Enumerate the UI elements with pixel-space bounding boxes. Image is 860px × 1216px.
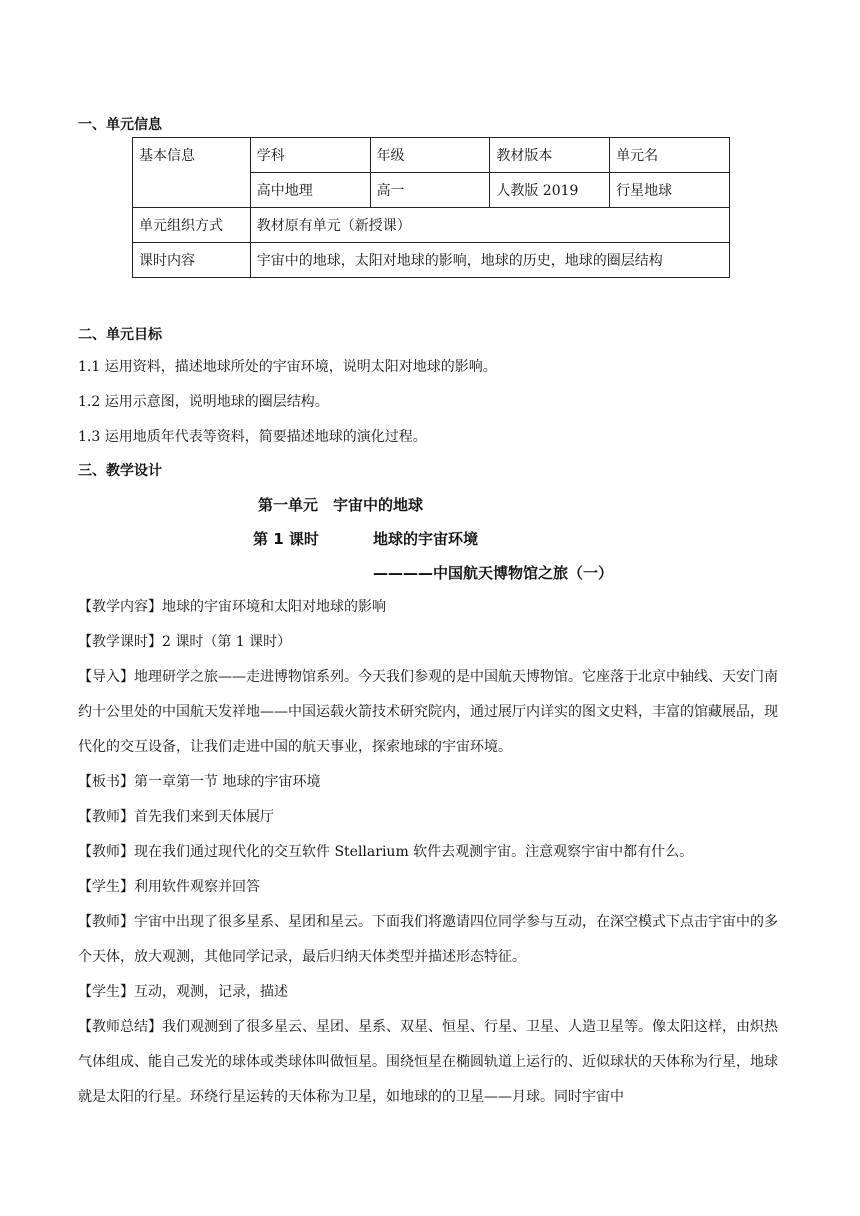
paragraph-text: 地球的宇宙环境和太阳对地球的影响 — [162, 599, 386, 615]
goal-item: 1.3 运用地质年代表等资料，简要描述地球的演化过程。 — [78, 429, 427, 445]
paragraph-text: 2 课时（第 1 课时） — [162, 634, 292, 650]
goal-item: 1.1 运用资料，描述地球所处的宇宙环境，说明太阳对地球的影响。 — [78, 359, 497, 375]
table-cell: 高一 — [370, 173, 490, 208]
paragraph-tag: 【学生】 — [78, 984, 134, 1000]
unit-heading: 第一单元 宇宙中的地球 — [258, 496, 424, 514]
paragraph-tag: 【学生】 — [78, 879, 134, 895]
paragraph-text: 我们观测到了很多星云、星团、星系、双星、恒星、行星、卫星、人造卫星等。像太阳这样，由炽热气体组成、能自己发光的球体或类球体叫做恒星。围绕恒星在椭圆轨道上运行的、近似球状的天体称为行星，地球就是太阳的行星。环绕行星运转的天体称为卫星，如地球的的卫星——月球。同时宇宙中 — [78, 1019, 778, 1105]
paragraph-text: 首先我们来到天体展厅 — [134, 809, 274, 825]
table-cell: 教材版本 — [490, 138, 610, 173]
paragraph-text: 宇宙中出现了很多星系、星团和星云。下面我们将邀请四位同学参与互动，在深空模式下点击宇宙中的多个天体，放大观测，其他同学记录，最后归纳天体类型并描述形态特征。 — [78, 914, 778, 965]
paragraph — [78, 590, 778, 625]
table-cell: 单元组织方式 — [133, 208, 251, 243]
paragraph — [78, 975, 778, 1010]
table-cell: 学科 — [250, 138, 370, 173]
table-row — [133, 243, 730, 278]
lesson-period: 第 1 课时 — [253, 530, 319, 548]
section-title-unit-goals: 二、单元目标 — [78, 327, 162, 343]
paragraph-text: 现在我们通过现代化的交互软件 Stellarium 软件去观测宇宙。注意观察宇宙中都有什么。 — [134, 844, 694, 860]
table-cell: 基本信息 — [133, 138, 251, 208]
table-row — [133, 208, 730, 243]
table-cell: 教材原有单元（新授课） — [250, 208, 729, 243]
table-cell: 宇宙中的地球，太阳对地球的影响，地球的历史，地球的圈层结构 — [250, 243, 729, 278]
paragraph-tag: 【教师】 — [78, 844, 134, 860]
table-cell: 人教版 2019 — [490, 173, 610, 208]
table-cell: 年级 — [370, 138, 490, 173]
paragraph — [78, 625, 778, 660]
lesson-title: 地球的宇宙环境 — [373, 530, 479, 548]
paragraph — [78, 835, 778, 870]
paragraph-tag: 【导入】 — [78, 669, 134, 685]
paragraph-tag: 【教师】 — [78, 809, 134, 825]
paragraph-text: 利用软件观察并回答 — [134, 879, 260, 895]
unit-info-table — [132, 137, 730, 278]
paragraph-tag: 【教师总结】 — [78, 1019, 162, 1035]
paragraph-text: 第一章第一节 地球的宇宙环境 — [134, 774, 321, 790]
table-cell: 行星地球 — [610, 173, 730, 208]
goal-item: 1.2 运用示意图，说明地球的圈层结构。 — [78, 394, 329, 410]
paragraph-tag: 【板书】 — [78, 774, 134, 790]
paragraph — [78, 870, 778, 905]
paragraph — [78, 800, 778, 835]
table-cell: 课时内容 — [133, 243, 251, 278]
paragraph — [78, 1010, 778, 1115]
section-title-unit-info: 一、单元信息 — [78, 117, 162, 133]
paragraph-tag: 【教师】 — [78, 914, 134, 930]
paragraph — [78, 905, 778, 975]
paragraph-tag: 【教学内容】 — [78, 599, 162, 615]
lesson-body — [78, 590, 778, 1115]
lesson-subtitle: ————中国航天博物馆之旅（一） — [373, 564, 614, 582]
paragraph — [78, 660, 778, 765]
table-cell: 高中地理 — [250, 173, 370, 208]
paragraph — [78, 765, 778, 800]
paragraph-tag: 【教学课时】 — [78, 634, 162, 650]
table-cell: 单元名 — [610, 138, 730, 173]
paragraph-text: 地理研学之旅——走进博物馆系列。今天我们参观的是中国航天博物馆。它座落于北京中轴线、天安门南约十公里处的中国航天发祥地——中国运载火箭技术研究院内，通过展厅内详实的图文史料，丰富的馆藏展品，现代化的交互设备，让我们走进中国的航天事业，探索地球的宇宙环境。 — [78, 669, 778, 755]
section-title-teaching-design: 三、教学设计 — [78, 463, 162, 479]
table-row — [133, 138, 730, 173]
paragraph-text: 互动，观测，记录，描述 — [134, 984, 288, 1000]
